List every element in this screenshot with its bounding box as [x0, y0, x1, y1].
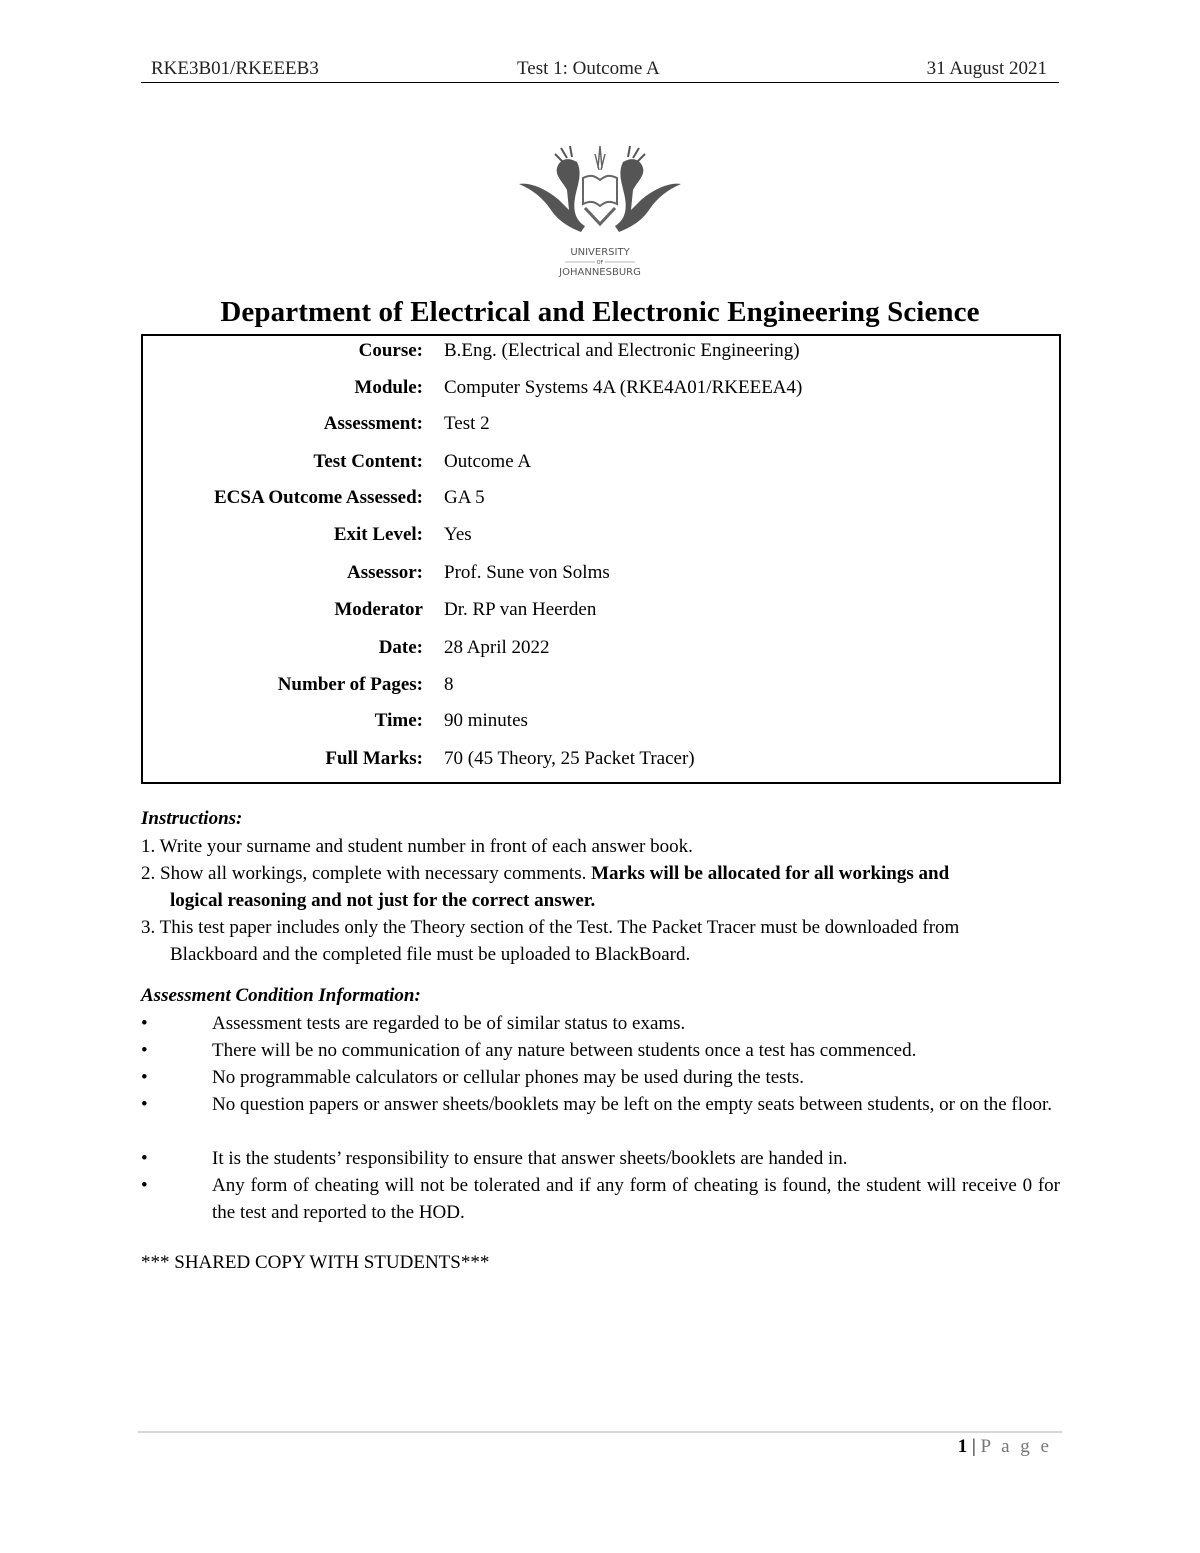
info-value: 8 [444, 674, 454, 695]
info-row-pages [143, 674, 1059, 704]
header-test-name: Test 1: Outcome A [517, 58, 660, 79]
info-label: Module: [354, 377, 423, 398]
conditions-heading: Assessment Condition Information: [141, 985, 421, 1006]
bullet-icon: • [141, 1067, 148, 1088]
bullet-icon: • [141, 1040, 148, 1061]
info-row-assessor [143, 562, 1059, 592]
instruction-item-3 [141, 914, 1061, 968]
university-crest-icon [515, 140, 685, 282]
info-row-module [143, 377, 1059, 407]
bullet-icon: • [141, 1175, 148, 1196]
info-row-full-marks [143, 748, 1059, 778]
instruction-text: 1. Write your surname and student number in front of each answer book. [141, 836, 693, 857]
info-value: B.Eng. (Electrical and Electronic Engineering) [444, 340, 800, 361]
assessment-info-table [141, 334, 1061, 784]
info-row-moderator [143, 599, 1059, 629]
info-row-time [143, 710, 1059, 740]
info-row-date [143, 637, 1059, 667]
info-label: Assessment: [323, 413, 423, 434]
info-label: Full Marks: [325, 748, 423, 769]
bullet-icon: • [141, 1148, 148, 1169]
instruction-text: 2. Show all workings, complete with necessary comments. [141, 863, 592, 884]
info-label: ECSA Outcome Assessed: [213, 487, 423, 508]
instruction-text: 3. This test paper includes only the Theory section of the Test. The Packet Tracer must be downloaded from [141, 917, 960, 938]
svg-text:UNIVERSITY: UNIVERSITY [570, 247, 630, 258]
info-label: Assessor: [347, 562, 423, 583]
condition-text: There will be no communication of any nature between students once a test has commenced. [212, 1040, 917, 1061]
info-value: Outcome A [444, 451, 532, 472]
info-row-exit-level [143, 524, 1059, 554]
info-label: Number of Pages: [277, 674, 423, 695]
info-value: Computer Systems 4A (RKE4A01/RKEEEA4) [444, 377, 803, 398]
info-value: 70 (45 Theory, 25 Packet Tracer) [444, 748, 695, 769]
page-number [958, 1436, 1052, 1458]
instruction-text: Blackboard and the completed file must be uploaded to BlackBoard. [170, 944, 691, 965]
page-word: P a g e [980, 1436, 1052, 1457]
condition-text: No programmable calculators or cellular phones may be used during the tests. [212, 1067, 804, 1088]
info-value: 28 April 2022 [444, 637, 550, 658]
condition-text: Any form of cheating will not be tolerated and if any form of cheating is found, the student will receive 0 for the test and reported to the HOD. [212, 1175, 1060, 1223]
info-label: Time: [374, 710, 423, 731]
info-label: Exit Level: [333, 524, 423, 545]
info-value: 90 minutes [444, 710, 528, 731]
university-logo [515, 140, 685, 282]
condition-text: It is the students’ responsibility to ensure that answer sheets/booklets are handed in. [212, 1148, 848, 1169]
info-label: Test Content: [313, 451, 423, 472]
svg-text:JOHANNESBURG: JOHANNESBURG [559, 267, 641, 278]
info-row-assessment [143, 413, 1059, 443]
page-header [141, 56, 1059, 83]
info-value: Test 2 [444, 413, 490, 434]
page-number-separator: | [971, 1436, 976, 1457]
header-date: 31 August 2021 [926, 58, 1047, 79]
info-label: Moderator [334, 599, 423, 620]
instruction-item-1 [141, 833, 1061, 860]
info-row-test-content [143, 451, 1059, 481]
info-value: GA 5 [444, 487, 485, 508]
department-title: Department of Electrical and Electronic Engineering Science [220, 296, 980, 328]
footer-divider [138, 1431, 1062, 1433]
instruction-item-2 [141, 860, 1061, 914]
info-label: Course: [358, 340, 423, 361]
info-row-ecsa-outcome [143, 487, 1059, 517]
condition-text: No question papers or answer sheets/booklets may be left on the empty seats between students, or on the floor. [212, 1094, 1053, 1115]
info-label: Date: [378, 637, 423, 658]
bullet-icon: • [141, 1094, 148, 1115]
instruction-bold-text: logical reasoning and not just for the correct answer. [170, 890, 596, 911]
condition-text: Assessment tests are regarded to be of similar status to exams. [212, 1013, 686, 1034]
info-value: Yes [444, 524, 472, 545]
shared-copy-note: *** SHARED COPY WITH STUDENTS*** [141, 1252, 490, 1273]
header-module-code: RKE3B01/RKEEEB3 [151, 58, 319, 79]
info-value: Prof. Sune von Solms [444, 562, 610, 583]
instruction-bold-text: Marks will be allocated for all workings and [591, 863, 950, 884]
info-row-course [143, 340, 1059, 370]
info-value: Dr. RP van Heerden [444, 599, 597, 620]
page-number-value: 1 [957, 1436, 968, 1457]
instructions-heading: Instructions: [141, 808, 243, 829]
svg-text:OF: OF [596, 260, 604, 266]
bullet-icon: • [141, 1013, 148, 1034]
